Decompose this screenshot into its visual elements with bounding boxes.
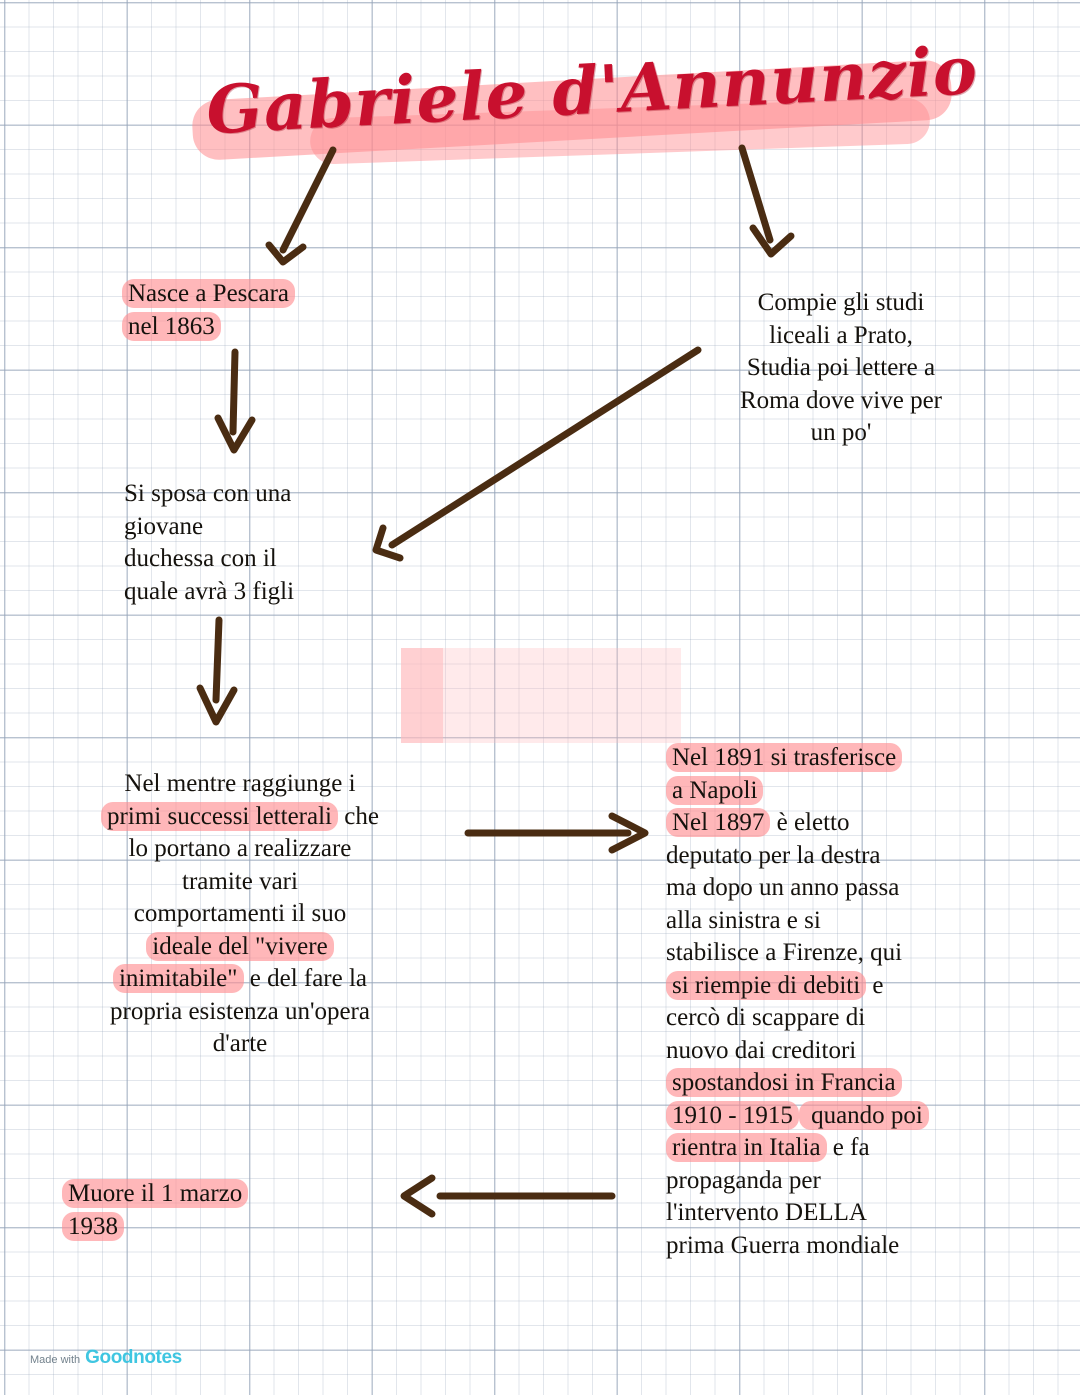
- node-nasce-a-pescara: [122, 278, 422, 343]
- node-napoli-line8-rest: e: [866, 971, 884, 999]
- node-muore-line1: Muore il 1 marzo: [62, 1179, 248, 1208]
- node-pescara-line2: nel 1863: [122, 312, 221, 341]
- node-compie-gli-studi: [686, 287, 996, 450]
- node-napoli-line11: spostandosi in Francia: [666, 1068, 902, 1097]
- node-successi-line2-highlight: primi successi letterali: [101, 802, 338, 831]
- node-sposa-line2: giovane: [124, 512, 204, 540]
- node-successi-line3: lo portano a realizzare: [128, 835, 352, 862]
- node-napoli-line13-highlight: rientra in Italia: [666, 1133, 827, 1162]
- node-muore: [62, 1178, 382, 1243]
- node-napoli-line12-rest: quando poi: [799, 1101, 929, 1130]
- watermark-app-name: Goodnotes: [85, 1347, 182, 1368]
- node-successi-line7-rest: e del fare la: [243, 965, 368, 992]
- node-si-sposa: [124, 478, 424, 608]
- node-napoli-line5: ma dopo un anno passa: [666, 874, 900, 901]
- node-napoli-line7: stabilisce a Firenze, qui: [666, 939, 903, 966]
- title-text: Gabriele d'Annunzio: [204, 31, 980, 150]
- node-napoli-line9: cercò di scappare di: [666, 1004, 866, 1031]
- node-successi-line5: comportamenti il suo: [133, 900, 347, 927]
- node-studi-line4: Roma dove vive per: [739, 386, 943, 414]
- node-sposa-line4: quale avrà 3 figli: [124, 577, 295, 605]
- node-studi-line5: un po': [810, 419, 872, 446]
- node-successi-line8: propria esistenza un'opera: [110, 997, 370, 1025]
- node-napoli-line12-highlight: 1910 - 1915: [666, 1101, 799, 1130]
- node-napoli-line13-rest: e fa: [826, 1134, 870, 1161]
- node-successi-line1: Nel mentre raggiunge i: [124, 770, 356, 797]
- node-napoli-line3-rest: è eletto: [770, 809, 850, 836]
- node-napoli-line6: alla sinistra e si: [666, 906, 821, 934]
- node-successi-line2-rest: che: [337, 802, 379, 830]
- node-studi-line3: Studia poi lettere a: [746, 354, 936, 381]
- node-napoli-line4: deputato per la destra: [666, 841, 881, 869]
- goodnotes-watermark: [30, 1347, 182, 1369]
- node-successi-line7-highlight: inimitabile": [113, 964, 244, 993]
- node-pescara-line1: Nasce a Pescara: [122, 279, 295, 308]
- blank-pink-box-edge: [401, 648, 443, 743]
- node-napoli-firenze-francia: [666, 742, 1036, 1262]
- page-title: [160, 31, 980, 162]
- node-napoli-line14: propaganda per: [666, 1166, 821, 1194]
- node-muore-line2: 1938: [62, 1212, 124, 1241]
- node-successi-line6: ideale del "vivere: [146, 932, 333, 961]
- node-successi-line4: tramite vari: [182, 867, 298, 895]
- node-studi-line2: liceali a Prato,: [769, 321, 913, 349]
- node-studi-line1: Compie gli studi: [757, 289, 925, 316]
- node-napoli-line2: a Napoli: [666, 776, 763, 805]
- node-napoli-line1: Nel 1891 si trasferisce: [666, 743, 902, 772]
- node-napoli-line8-highlight: si riempie di debiti: [666, 971, 866, 1000]
- node-napoli-line16: prima Guerra mondiale: [666, 1231, 900, 1259]
- blank-pink-box: [401, 648, 681, 743]
- node-primi-successi: [40, 768, 440, 1061]
- node-sposa-line3: duchessa con il: [124, 545, 277, 572]
- watermark-made-with: Made with: [30, 1354, 81, 1366]
- node-napoli-line3-highlight: Nel 1897: [666, 808, 770, 837]
- node-napoli-line15: l'intervento DELLA: [666, 1199, 867, 1226]
- node-sposa-line1: Si sposa con una: [124, 480, 292, 507]
- node-successi-line9: d'arte: [212, 1030, 268, 1057]
- node-napoli-line10: nuovo dai creditori: [666, 1036, 857, 1064]
